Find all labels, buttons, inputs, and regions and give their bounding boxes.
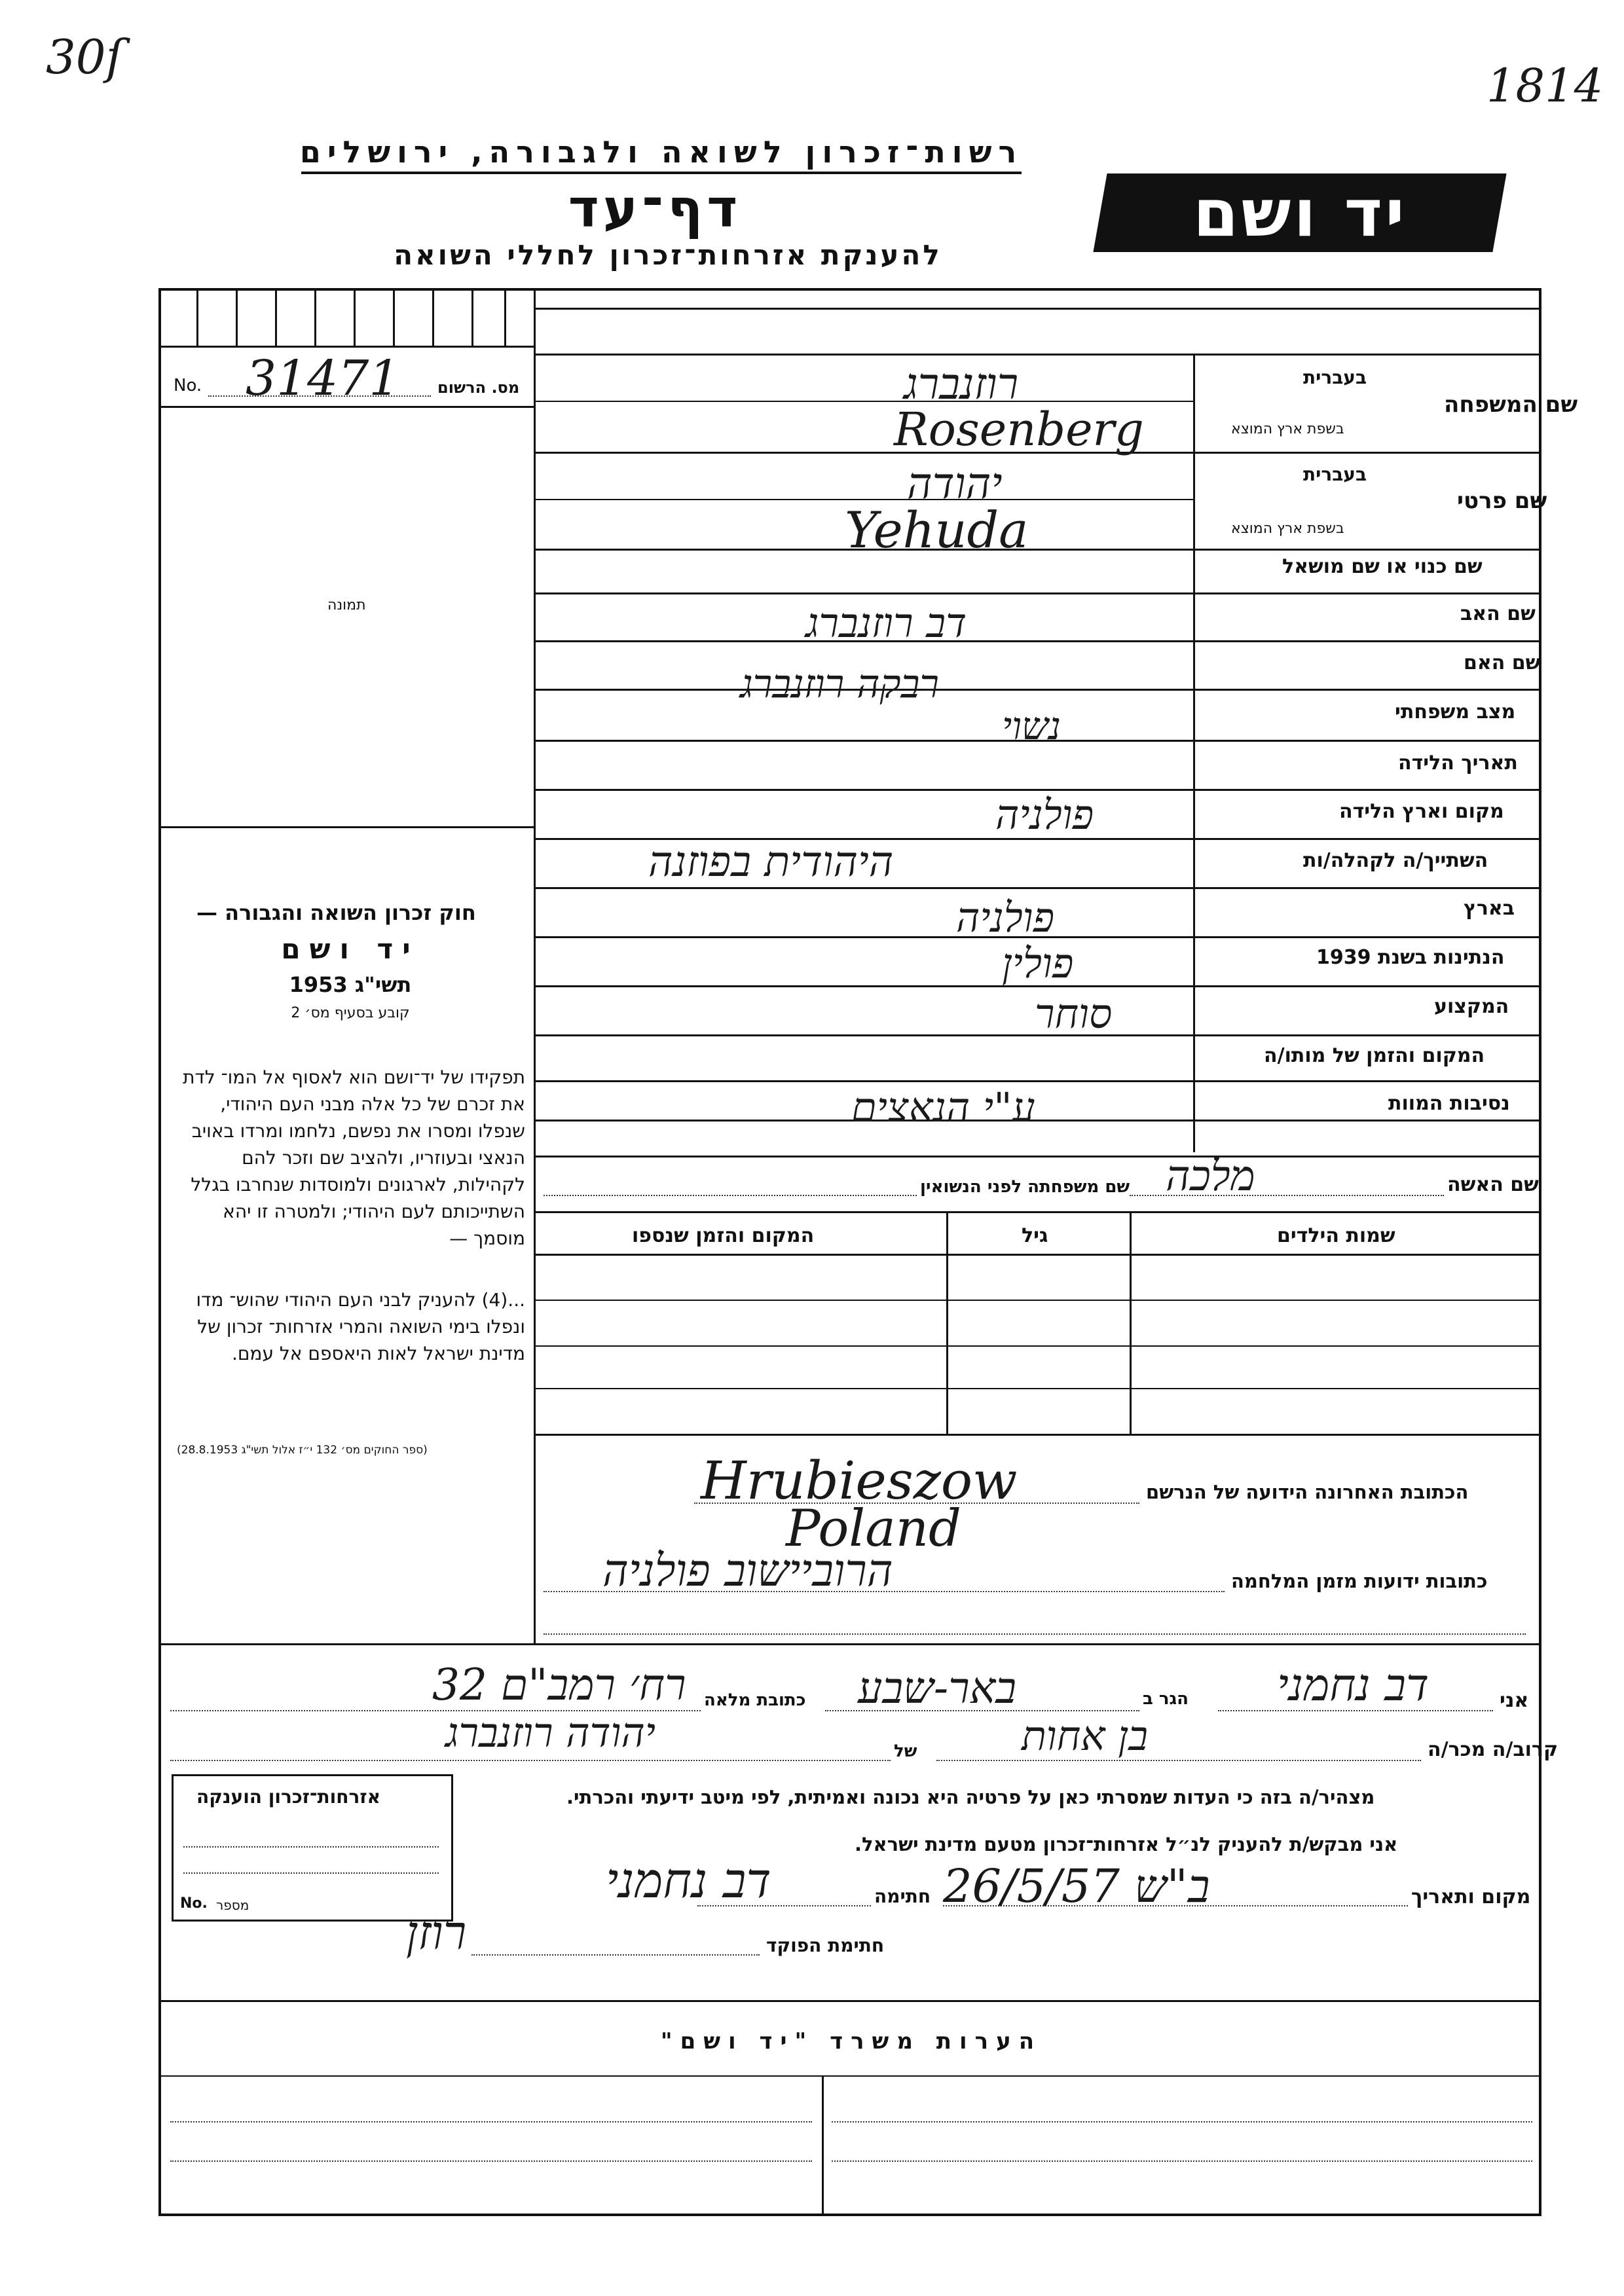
notes-col-divider [822,2077,824,2214]
children-col-header: שמות הילדים [1277,1224,1395,1247]
age-col-header: גיל [1022,1224,1048,1247]
children-row-line [534,1388,1541,1389]
grid-cell-divider [393,288,395,347]
form-title: דף־עד [568,178,742,239]
relation-label: קרוב/ה מכר/ה [1428,1738,1559,1761]
registration-number: 31471 [246,350,400,407]
notes-dots [832,2160,1532,2162]
declarant-name: דב נחמני [1277,1660,1430,1711]
corner-note-left: 30ſ [46,29,124,84]
signature-label: חתימה [874,1886,931,1907]
declaration-line-1: מצהיר/ה בזה כי העדות שמסרתי כאן על פרטיה היא נכונה ואמיתית, לפי מיטב ידיעתי והכרתי. [566,1786,1375,1808]
wife-value: מלכה [1166,1152,1255,1201]
corner-note-right: 1814 [1486,59,1604,113]
wife-row-bottom [534,1211,1541,1213]
left-column-divider [534,288,536,1643]
birthplace-label: מקום וארץ הלידה [1339,800,1504,823]
declarant-address: רח׳ רמב"ם 32 [432,1660,686,1710]
law-paragraph-2: ...(4) להעניק לבני העם היהודי שהוש־ מדו ונפלו בימי השואה והמרי אזרחות־ זכרון של מדינת ישראל לאות היאספם אל עמם. [196,1289,525,1364]
surname-label: שם המשפחה [1444,392,1578,418]
i-label: אני [1500,1689,1529,1712]
marital-value: נשוי [1002,704,1061,748]
row-line [534,640,1541,642]
citizenship-label: הנתינות בשנת 1939 [1316,946,1505,969]
law-clause: קובע בסעיף מס׳ 2 [291,1005,410,1021]
form-subtitle: להענקת אזרחות־זכרון לחללי השואה [394,239,942,271]
children-row-line [534,1345,1541,1347]
firstname-hebrew-sub: בעברית [1303,464,1367,485]
war-address-value: הרוביישוב פולניה [602,1545,893,1597]
maiden-label: שם משפחתה לפני הנשואין [920,1177,1130,1197]
row-line [534,592,1541,594]
top-inner-line [534,308,1541,310]
resides-label: הגר ב [1143,1689,1189,1709]
country-label: בארץ [1464,897,1515,920]
firstname-origin-value: Yehuda [845,501,1029,559]
declarant-signature: דב נחמני [606,1853,771,1909]
grid-cell-divider [196,288,198,347]
children-col-divider [946,1211,948,1434]
officer-label: חתימת הפוקד [766,1935,885,1956]
officer-signature: רוזן [406,1905,467,1960]
row-line [534,887,1541,889]
grid-cell-divider [354,288,356,347]
award-no-label: No. [180,1895,208,1912]
place-date-label: מקום ותאריך [1411,1886,1531,1908]
row-sub-line [534,401,1193,402]
death-cause-label: נסיבות המוות [1388,1092,1510,1115]
notes-dots [170,2160,812,2162]
award-dots-1 [183,1846,439,1848]
row-line [534,1120,1541,1121]
wife-label: שם האשה [1447,1173,1539,1196]
declarant-city: באר-שבע [858,1663,1017,1713]
photo-bottom-line [158,826,535,828]
row-line [534,689,1541,691]
office-notes-title: הערות משרד "יד ושם" [660,2028,1043,2054]
profession-value: סוחר [1035,990,1113,1038]
surname-origin-sub: בשפת ארץ המוצא [1231,421,1344,437]
community-value: היהודית בפוזנה [648,838,894,886]
surname-hebrew-value: רוזנברג [904,359,1019,409]
declaration-line-2: אני מבקש/ת להעניק לנ״ל אזרחות־זכרון מטעם מדינת ישראל. [855,1833,1398,1855]
law-title: חוק זכרון השואה והגבורה — [196,900,476,925]
war-address-label: כתובות ידועות מזמן המלחמה [1231,1570,1488,1592]
lost-col-header: המקום והזמן שנספו [632,1224,815,1247]
grid-cell-divider [275,288,277,347]
relation-dots [936,1760,1421,1761]
last-address-value-2: Poland [786,1499,961,1558]
officer-dots [471,1954,760,1956]
row-line [534,549,1541,551]
country-value: פולניה [956,894,1055,941]
children-col-divider [1130,1211,1132,1434]
children-table-bottom [534,1434,1541,1436]
authority-underline [301,172,1022,174]
reg-no-label: No. [174,376,202,395]
reg-heb-label: מס. הרשום [437,378,520,397]
profession-label: המקצוע [1434,995,1509,1018]
authority-title: רשות־זכרון לשואה ולגבורה, ירושלים [299,134,1024,170]
death-place-label: המקום והזמן של מותו/ה [1264,1044,1485,1067]
declarant-relation: בן אחות [1022,1712,1148,1760]
law-name: יד ושם [281,933,420,965]
declarant-of-name: יהודה רוזנברג [445,1709,656,1757]
children-row-line [534,1300,1541,1301]
row-line [534,1080,1541,1082]
citizenship-value: פולין [1002,939,1074,987]
children-header-line [534,1254,1541,1256]
firstname-label: שם פרטי [1457,488,1547,514]
row-sub-line [534,499,1193,500]
birthplace-value: פולניה [995,791,1094,839]
award-dots-2 [183,1872,439,1874]
of-label: של [894,1741,917,1761]
yad-vashem-logo [1093,173,1506,252]
firstname-hebrew-value: יהודה [907,458,1003,509]
father-value: דב רוזנברג [805,599,967,647]
logo-text: יד ושם [1192,174,1407,251]
photo-label: תמונה [327,597,366,613]
notes-dots [170,2121,812,2123]
address-label: כתובת מלאה [704,1690,806,1710]
death-cause-value: ע"י הנאצים [851,1084,1035,1131]
grid-cell-divider [236,288,238,347]
war-address-dots-2 [544,1633,1526,1635]
law-year: תשי"ג 1953 [289,972,412,997]
notes-top-line [158,2000,1541,2002]
grid-cell-divider [504,288,506,347]
community-label: השתייך/ה לקהלה/ות [1303,849,1488,872]
last-address-value: Hrubieszow [701,1450,1018,1511]
grid-cell-divider [471,288,473,347]
label-column-divider [1193,354,1195,1152]
last-address-label: הכתובת האחרונה הידועה של הנרשם [1146,1481,1469,1503]
nickname-label: שם כנוי או שם מושאל [1282,555,1483,578]
mother-value: רבקה רוזנברג [740,661,939,707]
maiden-dots [544,1195,917,1196]
notes-divider [158,2075,1541,2077]
declarant-top-line [158,1643,1541,1645]
firstname-origin-sub: בשפת ארץ המוצא [1231,520,1344,537]
birthdate-label: תאריך הלידה [1398,752,1518,774]
award-no-heb: מספר [216,1897,249,1913]
place-date-value: ב"ש 26/5/57 [943,1859,1210,1913]
fields-top-line [534,354,1541,355]
grid-cell-divider [432,288,434,347]
grid-cell-divider [314,288,316,347]
marital-label: מצב משפחתי [1395,701,1516,723]
law-source: (ספר החוקים מס׳ 132 י״ז אלול תשי"ג 28.8.1953) [177,1444,428,1457]
notes-dots [832,2121,1532,2123]
surname-hebrew-sub: בעברית [1303,367,1367,388]
award-box-title: אזרחות־זכרון הוענקה [196,1786,380,1808]
left-grid-bottom [158,346,535,348]
of-name-dots [170,1760,891,1761]
father-label: שם האב [1460,602,1536,625]
surname-origin-value: Rosenberg [894,403,1144,456]
row-line [534,1156,1541,1157]
law-paragraph-1: תפקידו של יד־ושם הוא לאסוף אל המו־ לדת את זכרם של כל אלה מבני העם היהודי, שנפלו ומסרו את נפשם, נלחמו ומרדו באויב הנאצי ובעוזריו, ולהציב שם וזכר להם לקהילות, לארגונים ולמוסדות שנחרבו בגלל השתייכותם לעם היהודי; ולמטרה זו יהא מוסמך — [183,1066,525,1249]
mother-label: שם האם [1464,651,1541,674]
